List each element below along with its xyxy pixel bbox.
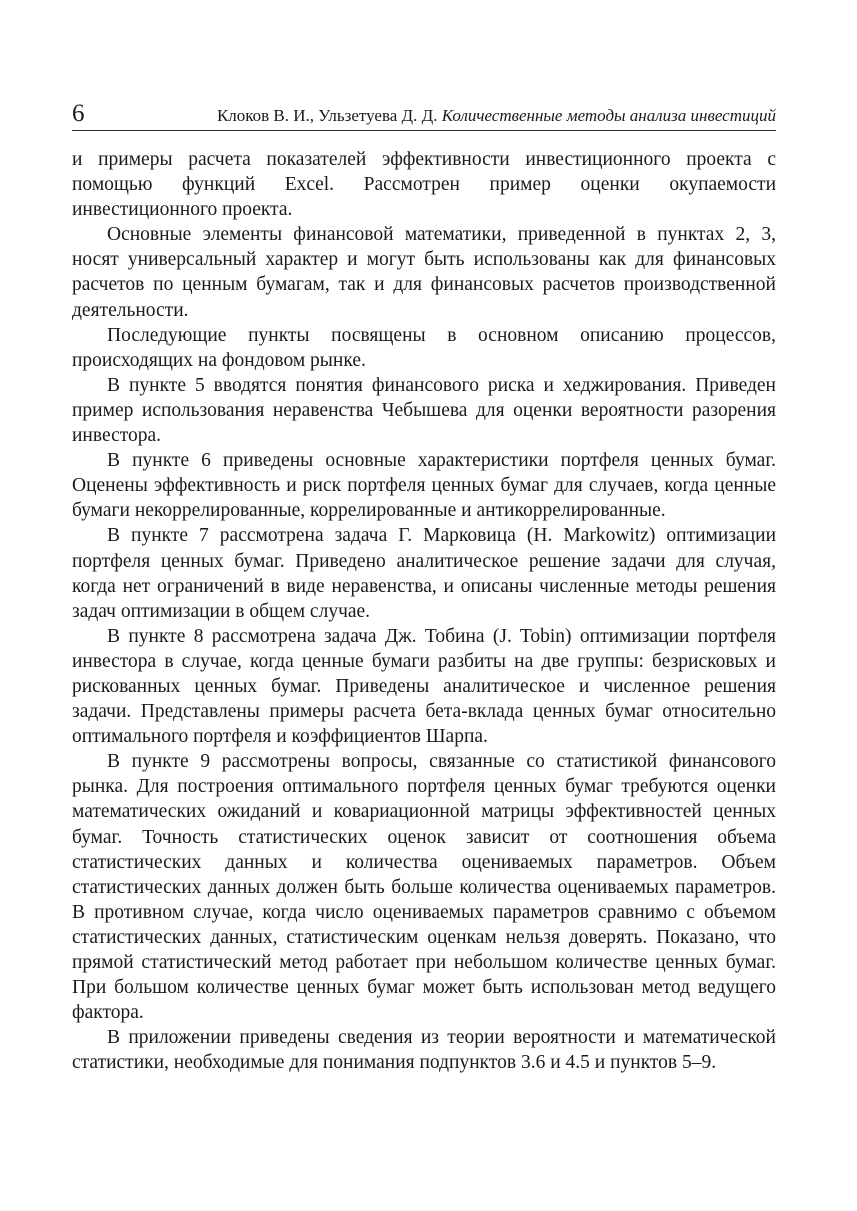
page-number: 6 [72, 100, 85, 127]
paragraph: Последующие пункты посвящены в основном описанию процессов, происходящих на фондовом рынке. [72, 324, 776, 371]
body-text [72, 147, 776, 1075]
book-title: Количественные методы анализа инвестиций [441, 106, 776, 125]
paragraph: В пункте 9 рассмотрены вопросы, связанные со статистикой финансового рынка. Для построения оптимального портфеля ценных бумаг требуются оценки математических ожиданий и ковариационной матрицы эффективностей ценных бумаг. Точность статистических оценок зависит от соотношения объема статистических данных и количества оцениваемых параметров. Объем статистических данных должен быть больше количества оцениваемых параметров. В противном случае, когда число оцениваемых параметров сравнимо с объемом статистических данных, статистическим оценкам нельзя доверять. Показано, что прямой статистический метод работает при небольшом количестве ценных бумаг. При большом количестве ценных бумаг может быть использован метод ведущего фактора. [72, 751, 776, 1024]
running-header-text [217, 106, 776, 126]
paragraph: В пункте 7 рассмотрена задача Г. Марковица (H. Markowitz) оптимизации портфеля ценных бумаг. Приведено аналитическое решение задачи для случая, когда нет ограничений в виде неравенства, и описаны численные методы решения задач оптимизации в общем случае. [72, 525, 776, 622]
paragraph: В пункте 5 вводятся понятия финансового риска и хеджирования. Приведен пример использования неравенства Чебышева для оценки вероятности разорения инвестора. [72, 374, 776, 447]
book-page [72, 0, 776, 1211]
paragraph: Основные элементы финансовой математики, приведенной в пунктах 2, 3, носят универсальный характер и могут быть использованы как для финансовых расчетов по ценным бумагам, так и для финансовых расчетов производственной деятельности. [72, 224, 776, 321]
paragraph: и примеры расчета показателей эффективности инвестиционного проекта с помощью функций Excel. Рассмотрен пример оценки окупаемости инвестиционного проекта. [72, 149, 776, 221]
paragraph: В пункте 6 приведены основные характеристики портфеля ценных бумаг. Оценены эффективность и риск портфеля ценных бумаг для случаев, когда ценные бумаги некоррелированные, коррелированные и антикоррелированные. [72, 450, 776, 522]
paragraph: В пункте 8 рассмотрена задача Дж. Тобина (J. Tobin) оптимизации портфеля инвестора в случае, когда ценные бумаги разбиты на две группы: безрисковых и рискованных ценных бумаг. Приведены аналитическое и численное решения задачи. Представлены примеры расчета бета-вклада ценных бумаг относительно оптимального портфеля и коэффициентов Шарпа. [72, 625, 776, 748]
authors: Клоков В. И., Ульзетуева Д. Д. [216, 106, 438, 125]
paragraph: В приложении приведены сведения из теории вероятности и математической статистики, необходимые для понимания подпунктов 3.6 и 4.5 и пунктов 5–9. [72, 1027, 776, 1074]
running-header [72, 100, 776, 131]
